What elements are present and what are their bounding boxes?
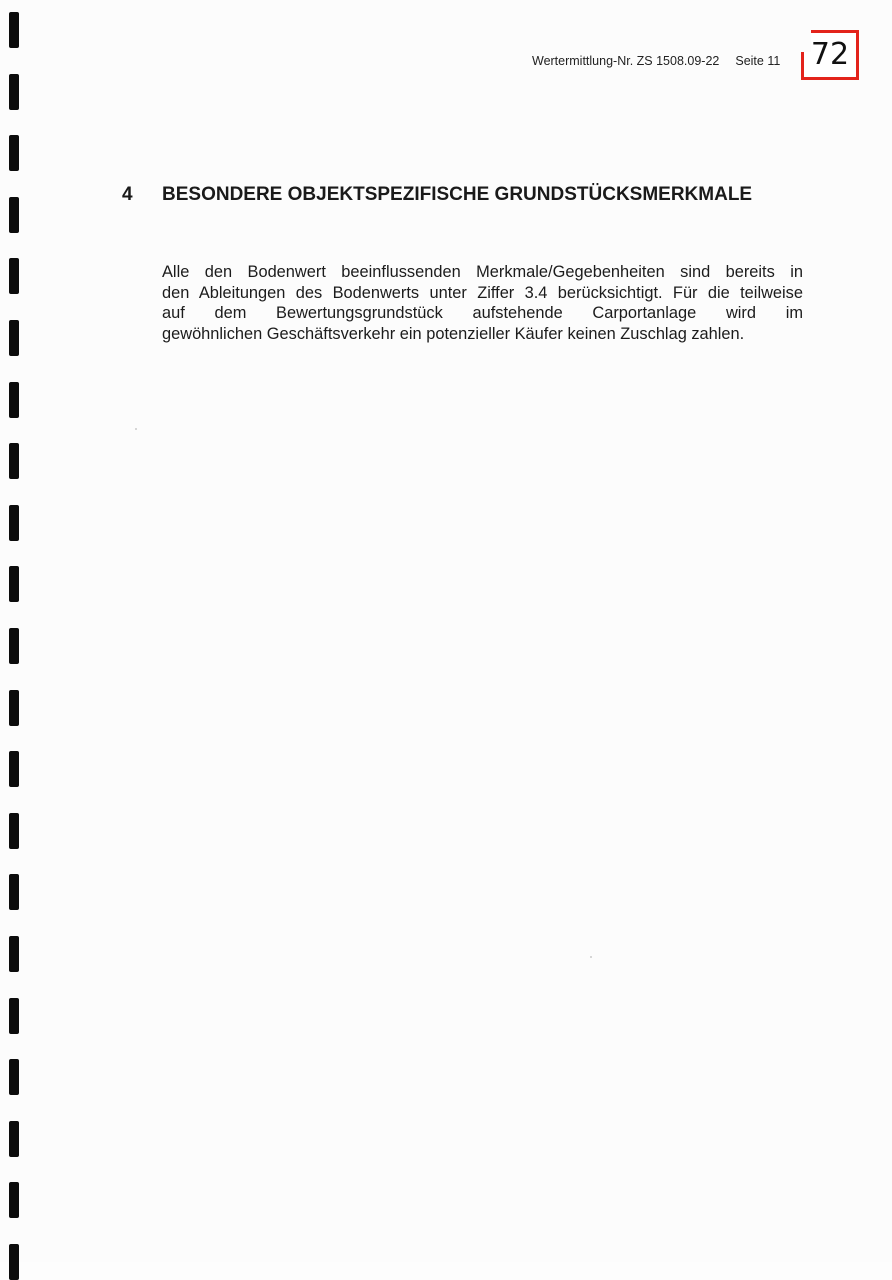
binding-hole [9, 1244, 19, 1280]
binding-hole [9, 197, 19, 233]
binding-hole [9, 1121, 19, 1157]
section-heading [122, 184, 752, 206]
paragraph-line: auf dem Bewertungsgrundstück aufstehende Carportanlage wird im [162, 304, 803, 323]
scan-speck [590, 956, 592, 958]
binding-hole [9, 566, 19, 602]
binding-hole [9, 443, 19, 479]
binding-hole [9, 135, 19, 171]
binding-hole [9, 12, 19, 48]
binding-hole [9, 628, 19, 664]
page-stamp-number: 72 [810, 37, 850, 72]
binding-hole [9, 505, 19, 541]
binding-hole [9, 936, 19, 972]
section-title: BESONDERE OBJEKTSPEZIFISCHE GRUNDSTÜCKSMERKMALE [162, 184, 753, 205]
binding-hole [9, 258, 19, 294]
paragraph-line: Alle den Bodenwert beeinflussenden Merkmale/Gegebenheiten sind bereits in [162, 263, 803, 281]
binding-hole [9, 813, 19, 849]
binding-hole [9, 751, 19, 787]
binding-hole [9, 1059, 19, 1095]
body-paragraph [162, 262, 803, 344]
spiral-binding [0, 0, 30, 1262]
paragraph-line: gewöhnlichen Geschäftsverkehr ein potenzieller Käufer keinen Zuschlag zahlen. [162, 324, 745, 343]
page-header [532, 54, 780, 68]
binding-hole [9, 382, 19, 418]
section-number: 4 [122, 184, 133, 205]
binding-hole [9, 874, 19, 910]
binding-hole [9, 998, 19, 1034]
page-stamp [801, 30, 859, 80]
paragraph-line: den Ableitungen des Bodenwerts unter Ziffer 3.4 berücksichtigt. Für die teilweise [162, 283, 803, 302]
binding-hole [9, 74, 19, 110]
report-reference: Wertermittlung-Nr. ZS 1508.09-22 [532, 54, 720, 68]
page-number-label: Seite 11 [735, 54, 781, 68]
binding-hole [9, 1182, 19, 1218]
binding-hole [9, 690, 19, 726]
binding-hole [9, 320, 19, 356]
scan-speck [135, 428, 137, 430]
